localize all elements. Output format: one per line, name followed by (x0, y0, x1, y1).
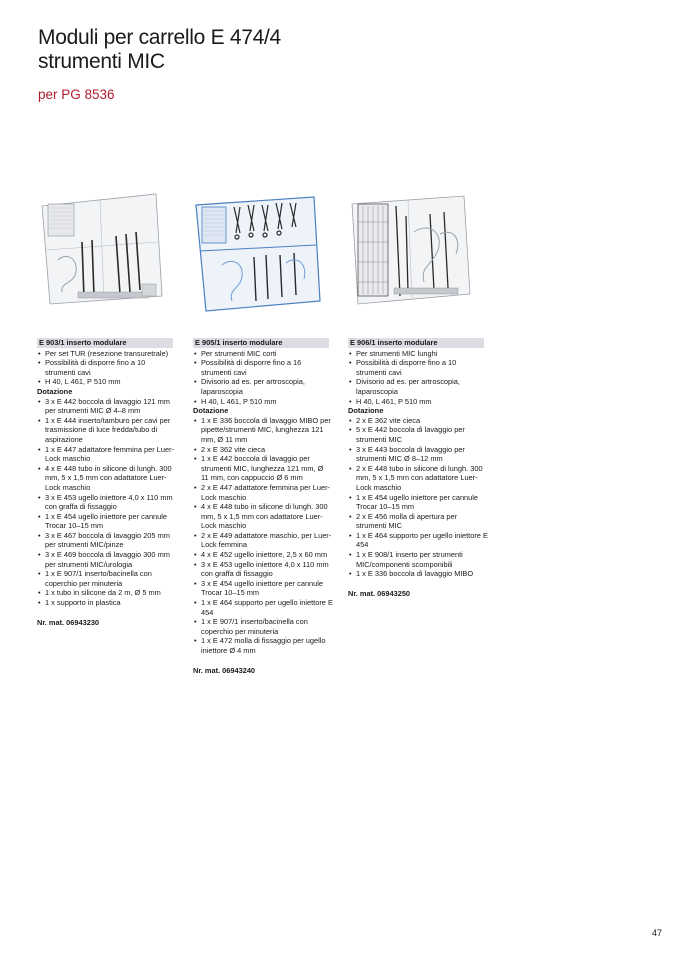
list-item: • 1 x E 908/1 inserto per strumenti MIC/componenti scomponibili (348, 550, 488, 569)
product-image-e906 (348, 192, 472, 310)
module-title: E 903/1 inserto modulare (37, 338, 173, 348)
material-number: Nr. mat. 06943240 (193, 665, 256, 675)
list-item: • 1 x E 442 boccola di lavaggio per strumenti MIC, lunghezza 121 mm, Ø 11 mm, con cappuccio Ø 6 mm (193, 454, 333, 483)
list-item: • 3 x E 454 ugello iniettore per cannule Trocar 10–15 mm (193, 579, 333, 598)
list-item: • 2 x E 362 vite cieca (193, 445, 333, 455)
page-title: Moduli per carrello E 474/4 strumenti MIC (38, 26, 281, 73)
equipment-list (193, 416, 333, 656)
list-item: • 2 x E 456 molla di apertura per strumenti MIC (348, 512, 488, 531)
list-item: • 2 x E 448 tubo in silicone di lungh. 300 mm, 5 x 1,5 mm con adattatore Luer-Lock maschio (348, 464, 488, 493)
section-label: Dotazione (37, 386, 73, 396)
product-image-e905 (192, 193, 322, 315)
intro-list (193, 349, 333, 407)
list-item: • H 40, L 461, P 510 mm (37, 377, 177, 387)
list-item: • 3 x E 469 boccola di lavaggio 300 mm per strumenti MIC/urologia (37, 550, 177, 569)
list-item: • 1 x E 447 adattatore femmina per Luer-Lock maschio (37, 445, 177, 464)
list-item: • 3 x E 453 ugello iniettore 4,0 x 110 mm con graffa di fissaggio (37, 493, 177, 512)
list-item: • 3 x E 467 boccola di lavaggio 205 mm per strumenti MIC/pinze (37, 531, 177, 550)
module-column-e903 (37, 338, 177, 627)
list-item: • 1 x E 336 boccola di lavaggio MIBO per pipette/strumenti MIC, lunghezza 121 mm, Ø 11 mm (193, 416, 333, 445)
list-item: • 1 x E 454 ugello iniettore per cannule Trocar 10–15 mm (37, 512, 177, 531)
list-item: • Divisorio ad es. per artroscopia, laparoscopia (348, 377, 488, 396)
page-subtitle: per PG 8536 (38, 87, 115, 102)
list-item: • Divisorio ad es. per artroscopia, laparoscopia (193, 377, 333, 396)
section-label: Dotazione (193, 406, 229, 416)
equipment-list (348, 416, 488, 579)
module-column-e905 (193, 338, 333, 675)
list-item: • 2 x E 362 vite cieca (348, 416, 488, 426)
section-label: Dotazione (348, 406, 384, 416)
list-item: • 1 x E 464 supporto per ugello iniettore E 454 (348, 531, 488, 550)
list-item: • 5 x E 442 boccola di lavaggio per strumenti MIC (348, 425, 488, 444)
module-column-e906 (348, 338, 488, 598)
list-item: • 2 x E 449 adattatore maschio, per Luer-Lock femmina (193, 531, 333, 550)
intro-list (37, 349, 177, 387)
intro-list (348, 349, 488, 407)
list-item: • 3 x E 442 boccola di lavaggio 121 mm per strumenti MIC Ø 4–8 mm (37, 397, 177, 416)
list-item: • Possibilità di disporre fino a 10 strumenti cavi (37, 358, 177, 377)
list-item: • Possibilità di disporre fino a 10 strumenti cavi (348, 358, 488, 377)
list-item: • 4 x E 452 ugello iniettore, 2,5 x 60 mm (193, 550, 333, 560)
page-number: 47 (651, 928, 662, 938)
list-item: • 1 x tubo in silicone da 2 m, Ø 5 mm (37, 588, 177, 598)
material-number: Nr. mat. 06943230 (37, 617, 100, 627)
list-item: • 1 x E 454 ugello iniettore per cannule Trocar 10–15 mm (348, 493, 488, 512)
material-number: Nr. mat. 06943250 (348, 588, 411, 598)
list-item: • 1 x E 336 boccola di lavaggio MIBO (348, 569, 488, 579)
list-item: • 1 x E 907/1 inserto/bacinella con coperchio per minuteria (193, 617, 333, 636)
product-image-e903 (38, 192, 166, 310)
list-item: • Per strumenti MIC lunghi (348, 349, 488, 359)
module-title: E 905/1 inserto modulare (193, 338, 329, 348)
equipment-list (37, 397, 177, 608)
list-item: • 3 x E 443 boccola di lavaggio per strumenti MIC Ø 8–12 mm (348, 445, 488, 464)
list-item: • 3 x E 453 ugello iniettore 4,0 x 110 mm con graffa di fissaggio (193, 560, 333, 579)
list-item: • 1 x E 444 inserto/tamburo per cavi per trasmissione di luce fredda/tubo di aspirazione (37, 416, 177, 445)
module-title: E 906/1 inserto modulare (348, 338, 484, 348)
list-item: • H 40, L 461, P 510 mm (348, 397, 488, 407)
list-item: • Per strumenti MIC corti (193, 349, 333, 359)
list-item: • 4 x E 448 tubo in silicone di lungh. 300 mm, 5 x 1,5 mm con adattatore Luer-Lock maschio (37, 464, 177, 493)
list-item: • Per set TUR (resezione transuretrale) (37, 349, 177, 359)
list-item: • 1 x E 464 supporto per ugello iniettore E 454 (193, 598, 333, 617)
list-item: • 2 x E 447 adattatore femmina per Luer-Lock maschio (193, 483, 333, 502)
list-item: • 4 x E 448 tubo in silicone di lungh. 300 mm, 5 x 1,5 mm con adattatore Luer-Lock maschio (193, 502, 333, 531)
list-item: • Possibilità di disporre fino a 16 strumenti cavi (193, 358, 333, 377)
list-item: • 1 x supporto in plastica (37, 598, 177, 608)
list-item: • H 40, L 461, P 510 mm (193, 397, 333, 407)
list-item: • 1 x E 472 molla di fissaggio per ugello iniettore Ø 4 mm (193, 636, 333, 655)
list-item: • 1 x E 907/1 inserto/bacinella con coperchio per minuteria (37, 569, 177, 588)
